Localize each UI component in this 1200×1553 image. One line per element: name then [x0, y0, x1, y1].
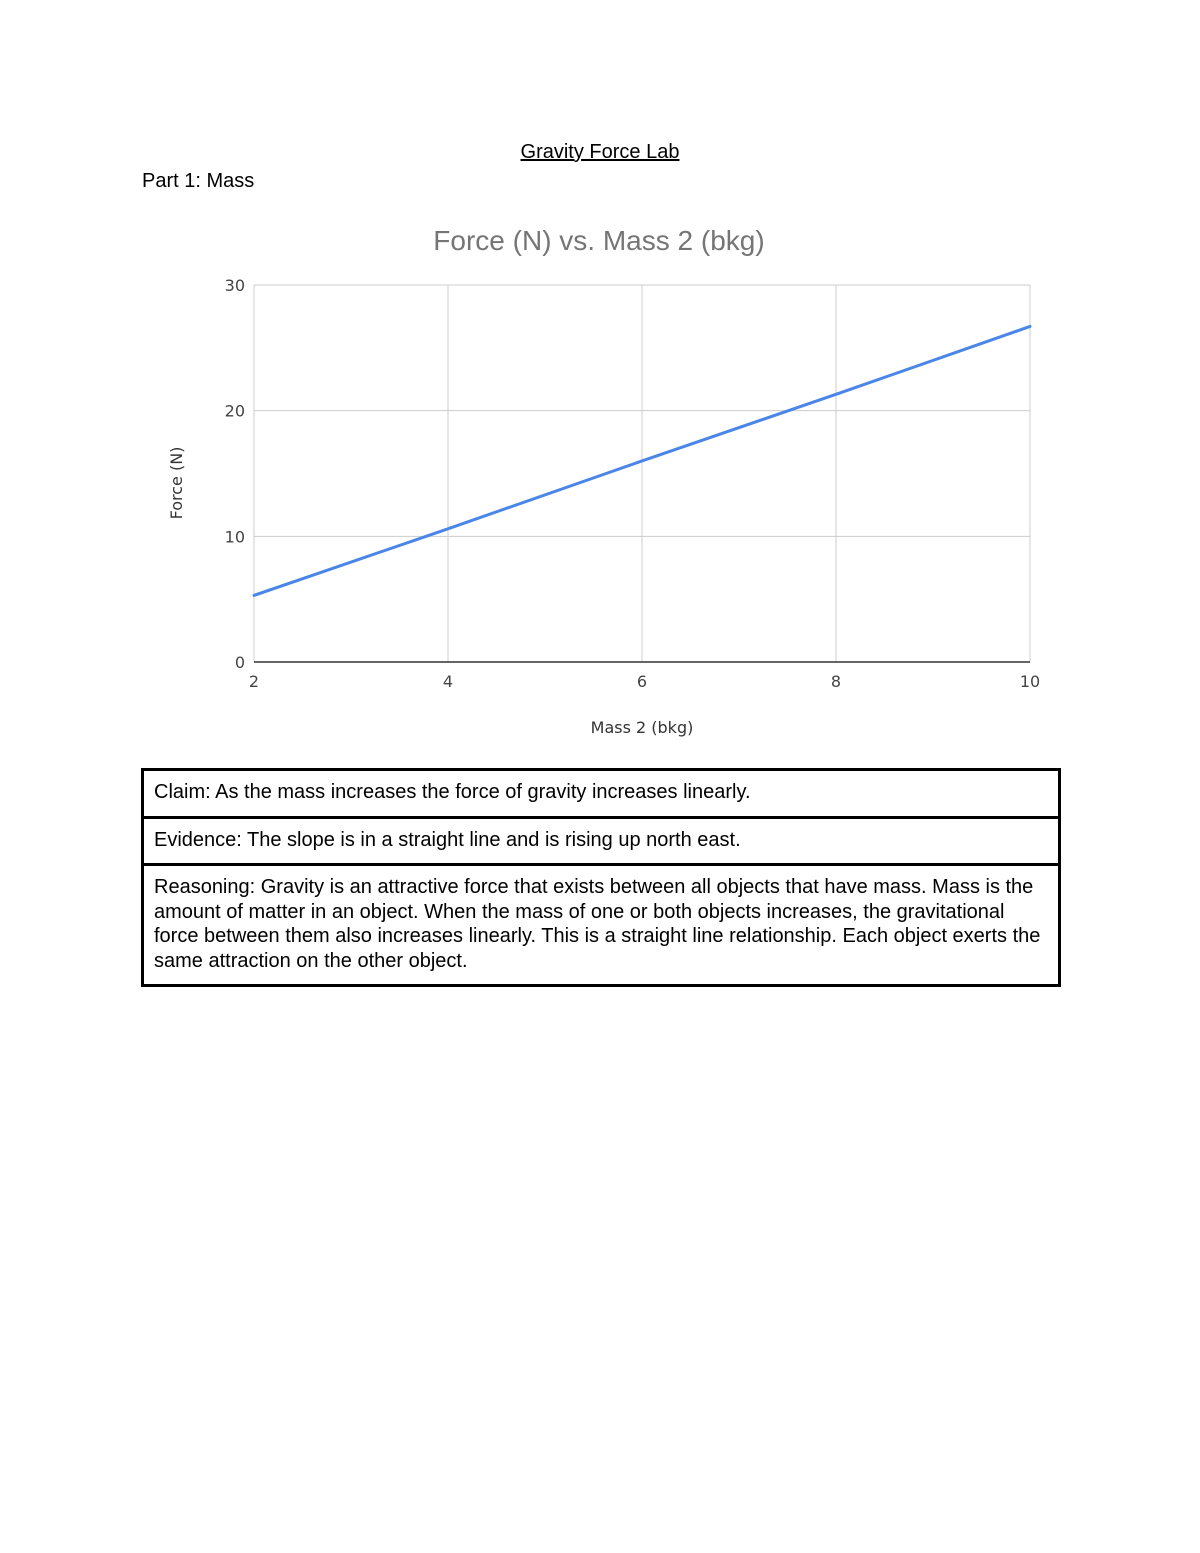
y-tick-label: 20 — [224, 401, 245, 421]
chart-grid — [254, 285, 1030, 662]
x-tick-label: 4 — [442, 672, 454, 691]
y-tick-label: 30 — [224, 276, 245, 295]
force-vs-mass-chart — [0, 0, 1200, 760]
x-tick-label: 8 — [830, 672, 842, 691]
x-tick-label: 2 — [248, 672, 260, 691]
claim-cell: Claim: As the mass increases the force of gravity increases linearly. — [143, 770, 1060, 818]
evidence-cell: Evidence: The slope is in a straight line and is rising up north east. — [143, 817, 1060, 865]
claim-row — [143, 770, 1060, 818]
y-tick-label: 0 — [234, 653, 245, 672]
document-title: Gravity Force Lab — [520, 141, 680, 163]
reasoning-row — [143, 865, 1060, 986]
x-tick-label: 10 — [1019, 672, 1041, 691]
cer-table — [141, 768, 1061, 987]
chart-title: Force (N) vs. Mass 2 (bkg) — [433, 225, 765, 256]
section-heading: Part 1: Mass — [142, 170, 255, 192]
reasoning-cell: Reasoning: Gravity is an attractive force that exists between all objects that have mass. Mass is the amount of matter in an object. When the mass of one or both objects increases, the gravitational force between them also increases linearly. This is a straight line relationship. Each object exerts the same attraction on the other object. — [143, 865, 1060, 986]
x-tick-label: 6 — [636, 672, 648, 691]
chart-ticks — [225, 276, 1041, 691]
y-axis-label: Force (N) — [167, 446, 186, 520]
y-tick-label: 10 — [224, 527, 245, 547]
evidence-row — [143, 817, 1060, 865]
x-axis-label: Mass 2 (bkg) — [590, 718, 694, 737]
